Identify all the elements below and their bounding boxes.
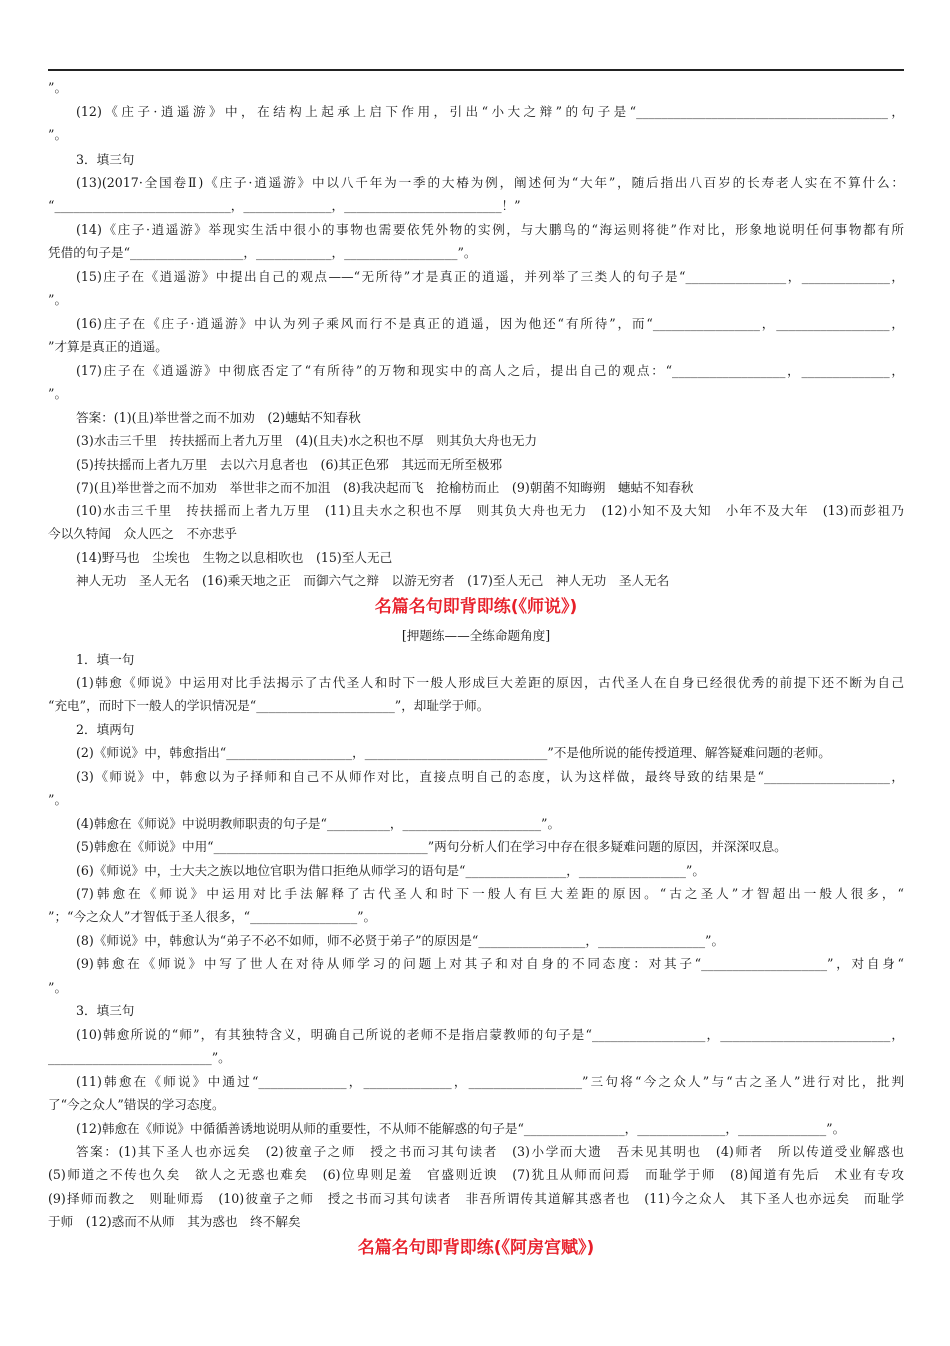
text-line: ”。 xyxy=(48,386,68,401)
section-title: 名篇名句即背即练(《师说》) xyxy=(374,597,578,617)
text-line: (14)《庄子·逍遥游》举现实生活中很小的事物也需要依凭外物的实例，与大鹏鸟的“海运则将徙”作对比，形象地说明任何事物都有所 xyxy=(76,222,904,237)
text-line: (16)庄子在《庄子·逍遥游》中认为列子乘风而行不是真正的逍遥，因为他还“有所待”，而“_________________，__________________， xyxy=(76,316,904,331)
section-title: 名篇名句即背即练(《阿房宫赋》) xyxy=(357,1238,595,1258)
text-line: “充电”，而时下一般人的学识情况是“______________________”，却耻学于师。 xyxy=(48,698,490,713)
text-line: (9)择师而教之 则耻师焉 (10)彼童子之师 授之书而习其句读者 非吾所谓传其道解其惑者也 (11)今之众人 其下圣人也亦远矣 而耻学 xyxy=(48,1191,904,1206)
text-line: 2．填两句 xyxy=(76,722,135,737)
text-line: (2)《师说》中，韩愈指出“____________________，_____________________________”不是他所说的能传授道理、解答疑难问题的老师。 xyxy=(76,745,831,760)
text-line: ”。 xyxy=(48,127,68,142)
text-line: (3)《师说》中，韩愈以为子择师和自己不从师作对比，直接点明自己的态度，认为这样做，最终导致的结果是“____________________， xyxy=(76,769,904,784)
top-rule xyxy=(48,69,904,71)
text-line: ”；“今之众人”才智低于圣人很多，“_________________”。 xyxy=(48,909,377,924)
text-line: (14)野马也 尘埃也 生物之以息相吹也 (15)至人无己 xyxy=(76,550,393,565)
text-line: (1)韩愈《师说》中运用对比手法揭示了古代圣人和时下一般人形成巨大差距的原因，古代圣人在自身已经很优秀的前提下还不断为自己 xyxy=(76,675,904,690)
text-line: (4)韩愈在《师说》中说明教师职责的句子是“__________，______________________”。 xyxy=(76,816,561,831)
text-line: 神人无功 圣人无名 (16)乘天地之正 而御六气之辩 以游无穷者 (17)至人无己 神人无功 圣人无名 xyxy=(76,573,670,588)
text-line: (12)《庄子·逍遥游》中，在结构上起承上启下作用，引出“小大之辩”的句子是“________________________________________， xyxy=(76,104,904,119)
text-line: (8)《师说》中，韩愈认为“弟子不必不如师，师不必贤于弟子”的原因是“_________________，_________________”。 xyxy=(76,933,725,948)
text-line: 3．填三句 xyxy=(76,152,135,167)
text-line: (11)韩愈在《师说》中通过“______________，______________，__________________”三句将“今之众人”与“古之圣人”进行对比，批判 xyxy=(76,1074,904,1089)
text-line: ”。 xyxy=(48,292,68,307)
text-line: __________________________”。 xyxy=(48,1050,231,1065)
text-line: ”才算是真正的逍遥。 xyxy=(48,339,168,354)
text-line: (12)韩愈在《师说》中循循善诱地说明从师的重要性，不从师不能解惑的句子是“________________，______________，______________”。 xyxy=(76,1121,846,1136)
text-line: 3．填三句 xyxy=(76,1003,135,1018)
text-line: “____________________________，______________，_________________________！” xyxy=(48,198,521,213)
section-subtitle: [押题练——全练命题角度] xyxy=(401,628,551,643)
text-line: ”。 xyxy=(48,980,68,995)
text-line: (9)韩愈在《师说》中写了世人在对待从师学习的问题上对其子和对自身的不同态度：对其子“____________________”，对自身“ xyxy=(76,956,904,971)
text-line: (10)韩愈所说的“师”，有其独特含义，明确自己所说的老师不是指启蒙教师的句子是“__________________，___________________________， xyxy=(76,1027,904,1042)
text-line: (17)庄子在《逍遥游》中彻底否定了“有所待”的万物和现实中的高人之后，提出自己的观点：“__________________，______________， xyxy=(76,363,904,378)
text-line: 今以久特闻 众人匹之 不亦悲乎 xyxy=(48,526,237,541)
text-line: ”。 xyxy=(48,80,68,95)
text-line: 了“今之众人”错误的学习态度。 xyxy=(48,1097,225,1112)
text-line: 于师 (12)惑而不从师 其为惑也 终不解矣 xyxy=(48,1214,301,1229)
text-line: 1．填一句 xyxy=(76,652,135,667)
text-line: 凭借的句子是“__________________，____________，__________________”。 xyxy=(48,245,477,260)
text-line: (15)庄子在《逍遥游》中提出自己的观点——“无所待”才是真正的逍遥，并列举了三类人的句子是“________________，______________， xyxy=(76,269,904,284)
text-line: (6)《师说》中，士大夫之族以地位官职为借口拒绝从师学习的语句是“________________，_________________”。 xyxy=(76,863,705,878)
text-line: 答案：(1)其下圣人也亦远矣 (2)彼童子之师 授之书而习其句读者 (3)小学而大遗 吾未见其明也 (4)师者 所以传道受业解惑也 xyxy=(76,1144,904,1159)
text-line: (3)水击三千里 抟扶摇而上者九万里 (4)(且夫)水之积也不厚 则其负大舟也无力 xyxy=(76,433,538,448)
text-line: 答案：(1)(且)举世誉之而不加劝 (2)蟪蛄不知春秋 xyxy=(76,410,361,425)
text-line: (5)韩愈在《师说》中用“__________________________________”两句分析人们在学习中存在很多疑难问题的原因，并深深叹息。 xyxy=(76,839,787,854)
text-line: (5)抟扶摇而上者九万里 去以六月息者也 (6)其正色邪 其远而无所至极邪 xyxy=(76,457,503,472)
text-line: ”。 xyxy=(48,792,68,807)
text-line: (7)韩愈在《师说》中运用对比手法解释了古代圣人和时下一般人有巨大差距的原因。“古之圣人”才智超出一般人很多，“ xyxy=(76,886,904,901)
text-line: (13)(2017·全国卷Ⅱ)《庄子·逍遥游》中以八千年为一季的大椿为例，阐述何为“大年”，随后指出八百岁的长寿老人实在不算什么： xyxy=(76,175,904,190)
text-line: (10)水击三千里 抟扶摇而上者九万里 (11)且夫水之积也不厚 则其负大舟也无力 (12)小知不及大知 小年不及大年 (13)而彭祖乃 xyxy=(76,503,904,518)
text-line: (5)师道之不传也久矣 欲人之无惑也难矣 (6)位卑则足羞 官盛则近谀 (7)犹且从师而问焉 而耻学于师 (8)闻道有先后 术业有专攻 xyxy=(48,1167,904,1182)
text-line: (7)(且)举世誉之而不加劝 举世非之而不加沮 (8)我决起而飞 抢榆枋而止 (9)朝菌不知晦朔 蟪蛄不知春秋 xyxy=(76,480,694,495)
